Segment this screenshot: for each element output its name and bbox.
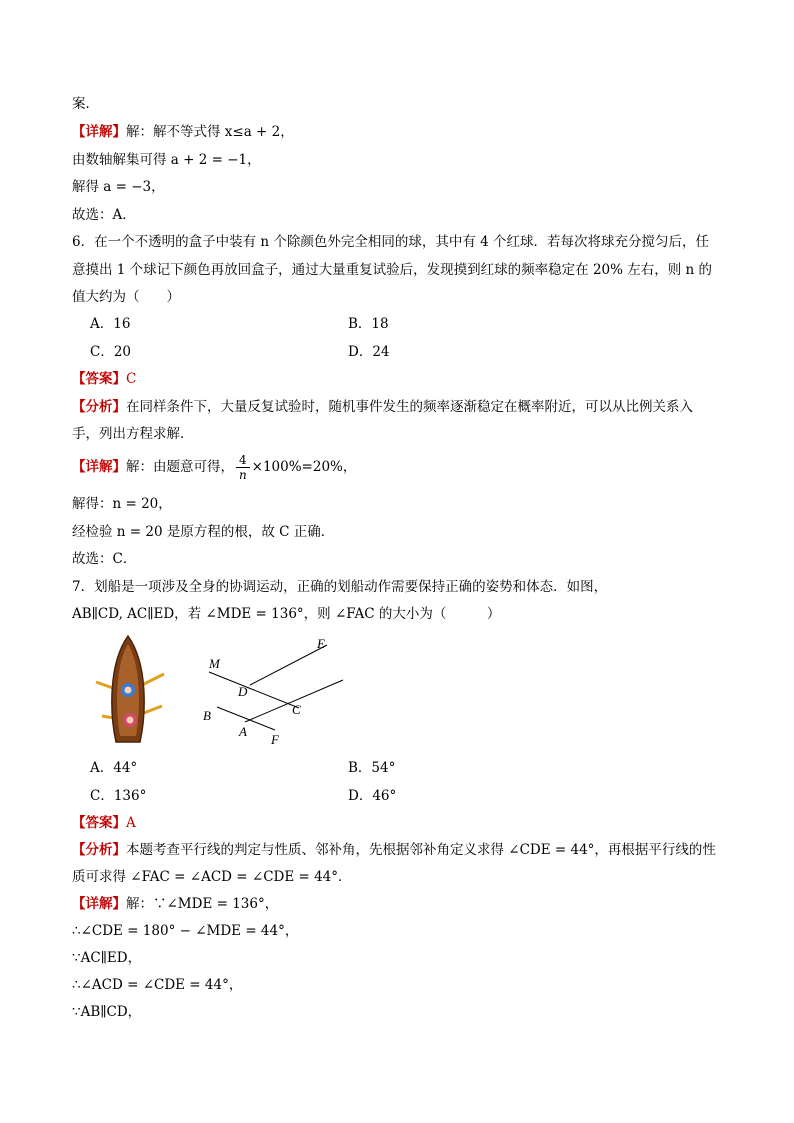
q7-option-a: A．44°	[90, 760, 138, 776]
point-label-e: E	[317, 636, 325, 651]
point-label-d: D	[238, 684, 248, 699]
q7-detail-4: ∴∠ACD = ∠CDE = 44°，	[72, 977, 243, 993]
point-label-a: A	[239, 724, 247, 739]
detail-tag: 【详解】	[72, 896, 126, 912]
q7-analysis-1	[72, 840, 716, 860]
answer-tag: 【答案】	[72, 815, 126, 831]
text-line: 解得 a = −3，	[72, 179, 165, 195]
q7-stem-1: 7．划船是一项涉及全身的协调运动，正确的划船动作需要保持正确的姿势和体态．如图，	[72, 579, 608, 595]
q6-option-b: B．18	[348, 316, 389, 332]
text-line: 案．	[72, 96, 99, 112]
detail-tag: 【详解】	[72, 124, 126, 140]
q6-analysis-2: 手，列出方程求解．	[72, 426, 194, 442]
rower-head	[127, 717, 134, 724]
q6-option-d: D．24	[348, 344, 390, 360]
q6-detail-3: 经检验 n = 20 是原方程的根，故 C 正确．	[72, 524, 335, 540]
q7-stem-2: AB∥CD, AC∥ED，若 ∠MDE = 136°，则 ∠FAC 的大小为（ ）	[72, 606, 501, 622]
rower-head	[125, 687, 132, 694]
line-md	[209, 672, 299, 708]
detail-line	[72, 122, 294, 142]
q6-option-a: A．16	[90, 316, 131, 332]
detail-tag: 【详解】	[72, 459, 126, 475]
q7-option-d: D．46°	[348, 788, 397, 804]
q7-option-c: C．136°	[90, 788, 147, 804]
q6-detail-1	[72, 452, 356, 482]
answer-value: A	[126, 815, 136, 831]
text-line: 由数轴解集可得 a + 2 = −1，	[72, 152, 261, 168]
point-label-f: F	[271, 732, 279, 747]
q6-option-c: C．20	[90, 344, 132, 360]
fraction	[236, 453, 250, 482]
q7-detail-5: ∵AB∥CD，	[72, 1004, 142, 1020]
fraction-denominator: n	[238, 468, 247, 482]
analysis-text: 在同样条件下，大量反复试验时，随机事件发生的频率逐渐稳定在概率附近，可以从比例关系入	[126, 399, 693, 415]
point-label-m: M	[209, 656, 220, 671]
q6-answer	[72, 369, 136, 389]
answer-tag: 【答案】	[72, 371, 126, 387]
point-label-b: B	[203, 708, 211, 723]
q6-stem-3: 值大约为（ ）	[72, 289, 180, 305]
analysis-text: 本题考查平行线的判定与性质、邻补角，先根据邻补角定义求得 ∠CDE = 44°，再根据平行线的性	[126, 842, 716, 858]
q7-answer	[72, 813, 136, 833]
q7-detail-2: ∴∠CDE = 180° − ∠MDE = 44°，	[72, 923, 299, 939]
line-de	[250, 645, 327, 685]
q6-stem-1: 6．在一个不透明的盒子中装有 n 个除颜色外完全相同的球，其中有 4 个红球．若每次将球充分搅匀后，任	[72, 234, 710, 250]
answer-value: C	[126, 371, 137, 387]
analysis-tag: 【分析】	[72, 842, 126, 858]
q7-option-b: B．54°	[348, 760, 396, 776]
detail-text: 解：∵∠MDE = 136°，	[126, 896, 279, 912]
q6-analysis-1	[72, 397, 693, 417]
q6-detail-2: 解得：n = 20，	[72, 496, 172, 512]
detail-text: ×100%=20%，	[251, 459, 357, 475]
analysis-tag: 【分析】	[72, 399, 126, 415]
text-line: 故选：A．	[72, 207, 136, 223]
q7-detail-3: ∵AC∥ED，	[72, 950, 142, 966]
detail-text: 解：由题意可得，	[126, 459, 234, 475]
q7-analysis-2: 质可求得 ∠FAC = ∠ACD = ∠CDE = 44°．	[72, 869, 352, 885]
q6-detail-4: 故选：C．	[72, 551, 137, 567]
point-label-c: C	[292, 702, 301, 717]
detail-text: 解：解不等式得 x≤a + 2，	[126, 124, 294, 140]
q6-stem-2: 意摸出 1 个球记下颜色再放回盒子，通过大量重复试验后，发现摸到红球的频率稳定在 20% 左右，则 n 的	[72, 262, 713, 278]
q7-detail-1	[72, 894, 278, 914]
rowing-boat-illustration	[90, 634, 170, 746]
fraction-numerator: 4	[236, 453, 250, 468]
parallel-lines-diagram	[195, 632, 355, 754]
